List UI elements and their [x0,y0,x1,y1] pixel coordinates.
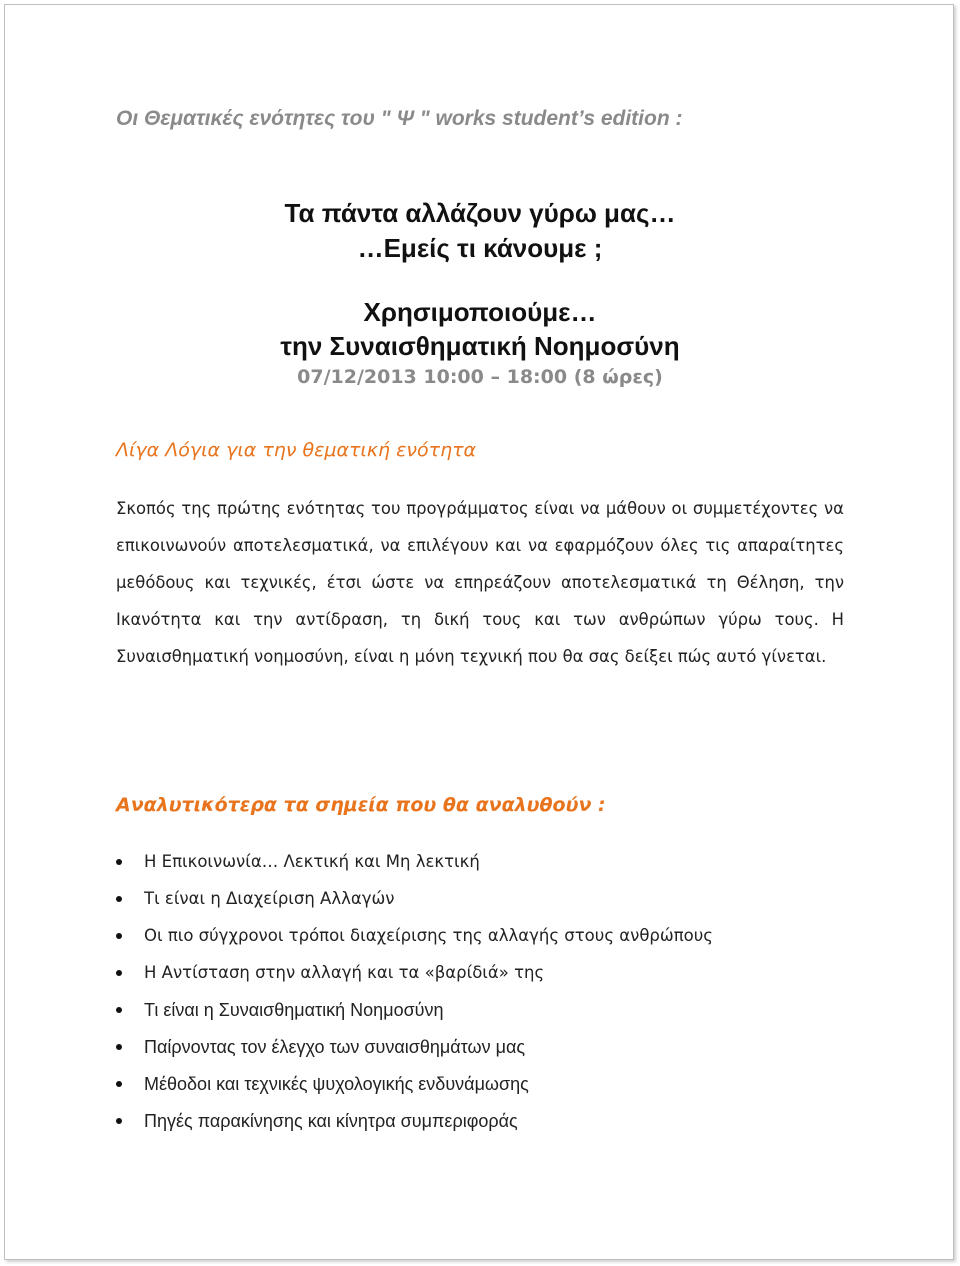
title-line-4: την Συναισθηματική Νοημοσύνη [280,331,680,361]
list-item [116,1031,713,1068]
title-line-2: …Εμείς τι κάνουμε ; [357,233,603,263]
bullet-dot [116,970,122,976]
list-item [116,957,713,994]
details-heading: Αναλυτικότερα τα σημεία που θα αναλυθούν : [116,794,606,816]
bullet-dot [116,896,122,902]
list-item [116,883,713,920]
session-date: 07/12/2013 10:00 – 18:00 (8 ώρες) [297,366,663,388]
title-line-3: Χρησιμοποιούμε… [363,297,597,327]
bullet-dot [116,1007,122,1013]
series-title: Οι Θεματικές ενότητες του " Ψ " works student’s edition : [116,107,683,130]
bullet-dot [116,859,122,865]
list-item [116,994,713,1031]
list-item [116,920,713,957]
list-item-text: Πηγές παρακίνησης και κίνητρα συμπεριφοράς [144,1111,518,1131]
list-item [116,1105,713,1142]
intro-heading: Λίγα Λόγια για την θεματική ενότητα [116,439,477,461]
list-item-text: Τι είναι η Διαχείριση Αλλαγών [144,889,395,908]
list-item [116,846,713,883]
title-line-1: Τα πάντα αλλάζουν γύρω μας… [284,198,676,228]
list-item-text: Παίρνοντας τον έλεγχο των συναισθημάτων μας [144,1037,526,1057]
list-item-text: Η Αντίσταση στην αλλαγή και τα «βαρίδιά» της [144,963,545,982]
bullet-dot [116,1044,122,1050]
bullet-dot [116,1118,122,1124]
bullet-dot [116,1081,122,1087]
list-item [116,1068,713,1105]
list-item-text: Η Επικοινωνία… Λεκτική και Μη λεκτική [144,852,480,871]
list-item-text: Τι είναι η Συναισθηματική Νοημοσύνη [144,1000,444,1020]
list-item-text: Οι πιο σύγχρονοι τρόποι διαχείρισης της αλλαγής στους ανθρώπους [144,926,713,945]
intro-paragraph: Σκοπός της πρώτης ενότητας του προγράμματος είναι να μάθουν οι συμμετέχοντες να επικοινωνούν αποτελεσματικά, να επιλέγουν και να εφαρμόζουν όλες τις απαραίτητες μεθόδους και τεχνικές, έτσι ώστε να επηρεάζουν αποτελεσματικά τη Θέληση, την Ικανότητα και την αντίδραση, τη δική τους και των ανθρώπων γύρω τους. Η Συναισθηματική νοημοσύνη, είναι η μόνη τεχνική που θα σας δείξει πώς αυτό γίνεται. [116,499,844,666]
topics-list [116,846,713,1142]
list-item-text: Μέθοδοι και τεχνικές ψυχολογικής ενδυνάμωσης [144,1074,529,1094]
bullet-dot [116,933,122,939]
